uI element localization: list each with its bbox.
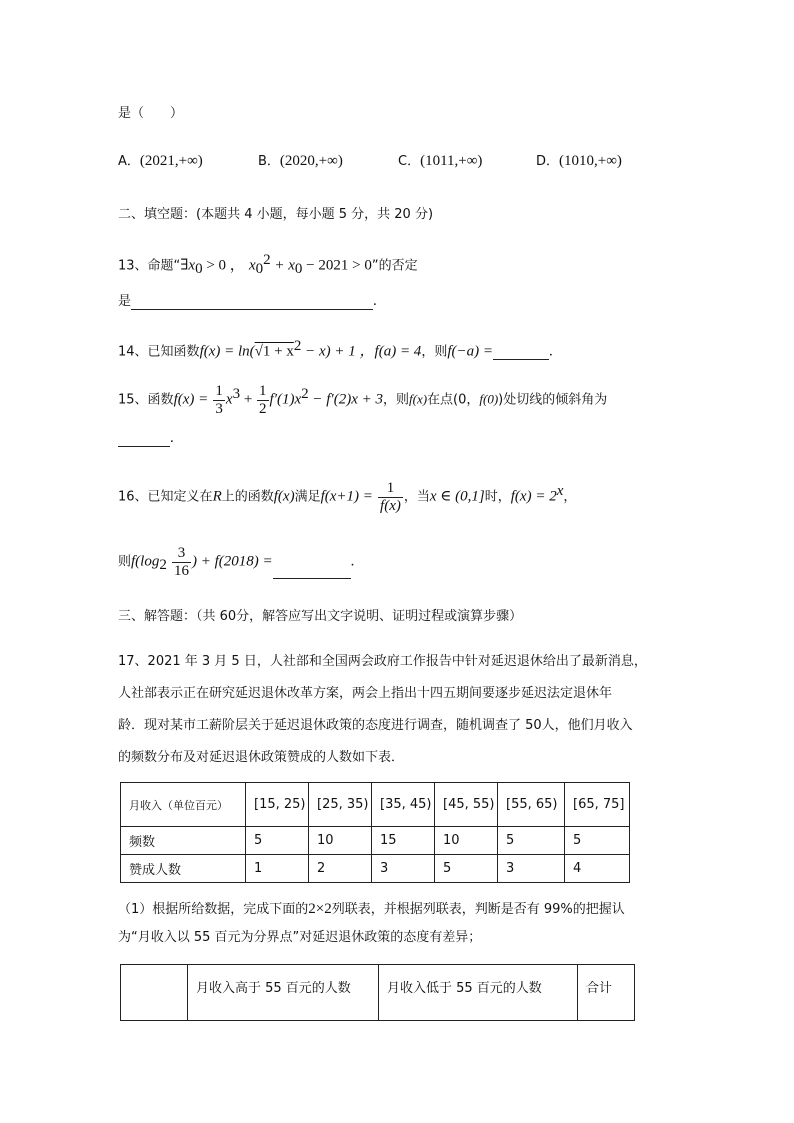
table-header-cell: 月收入低于 55 百元的人数	[379, 965, 578, 1021]
table-header-range: [55, 65)	[498, 783, 565, 827]
section-2-title: 二、填空题：(本题共 4 小题，每小题 5 分，共 20 分)	[118, 207, 434, 222]
table-cell: 3	[498, 855, 565, 883]
section-3-title: 三、解答题：（共 60分，解答应写出文字说明、证明过程或演算步骤）	[118, 609, 523, 624]
table-cell: 1	[246, 855, 309, 883]
question-14: 14、已知函数$f(x) = \ln(√1 + x^2 - x) + 1$ ，f(a) = 4，则f(−a) = .	[118, 338, 553, 360]
q17-line-2: 人社部表示正在研究延迟退休改革方案，两会上指出十四五期间要逐步延迟法定退休年	[118, 686, 613, 701]
table-cell: 15	[372, 827, 435, 855]
table-cell: 4	[565, 855, 630, 883]
table-cell: 5	[435, 855, 498, 883]
answer-blank-13[interactable]	[131, 295, 373, 310]
q12-tail: 是（ ）	[118, 106, 184, 121]
table-header-cell: 月收入高于 55 百元的人数	[188, 965, 379, 1021]
fraction-one-half: $\frac{1}{2}$	[259, 383, 267, 417]
answer-blank-16[interactable]	[273, 564, 351, 579]
q17-line-3: 龄．现对某市工薪阶层关于延迟退休政策的态度进行调查，随机调查了 50人，他们月收入	[118, 718, 633, 733]
table-row	[121, 827, 630, 855]
table-cell: 5	[565, 827, 630, 855]
frequency-table	[120, 782, 630, 883]
table-cell: 3	[372, 855, 435, 883]
question-15-answer-line: .	[118, 430, 174, 447]
table-header-range: [45, 55)	[435, 783, 498, 827]
question-16-line2: 则$f(\log_2$ $\frac{3}{16}$ ) + f(2018) = .	[118, 545, 355, 579]
table-header-range: [35, 45)	[372, 783, 435, 827]
table-cell: 10	[435, 827, 498, 855]
table-cell: 5	[498, 827, 565, 855]
option-a: A．(2021,+∞)	[118, 153, 203, 169]
q17-line-4: 的频数分布及对延迟退休政策赞成的人数如下表．	[118, 750, 405, 765]
question-15: 15、函数f(x) = $\frac{1}{3}$ $x^3$ + $\frac{1}{2}$ $f'(1)x^2 - f'(2)x + 3$，则f(x)在点(0，f(0))处切线的倾斜角为	[118, 383, 608, 417]
table-header-label: 月收入（单位百元）	[121, 783, 246, 827]
table-cell: 2	[309, 855, 372, 883]
table-cell[interactable]	[121, 965, 188, 1021]
table-row	[121, 965, 635, 1021]
table-cell: 10	[309, 827, 372, 855]
fraction-one-third: $\frac{1}{3}$	[215, 383, 223, 417]
table-cell: 5	[246, 827, 309, 855]
question-13-answer-line: 是 .	[118, 293, 377, 309]
table-row	[121, 855, 630, 883]
table-header-range: [65, 75]	[565, 783, 630, 827]
fraction-3-over-16: $\frac{3}{16}$	[174, 545, 189, 579]
table-header-range: [25, 35)	[309, 783, 372, 827]
q17-line-1: 17、2021 年 3 月 5 日，人社部和全国两会政府工作报告中针对延迟退休给出了最新消息，	[118, 654, 647, 669]
table-header-range: [15, 25)	[246, 783, 309, 827]
table-row-label: 频数	[121, 827, 246, 855]
table-row-label: 赞成人数	[121, 855, 246, 883]
question-13: 13、命题“$\exists x_0 > 0$ ， $x_0^2 + x_0 - 2021 > 0$”的否定	[118, 252, 418, 277]
option-a-value: (2021,+∞)	[139, 153, 203, 169]
option-d-value: (1010,+∞)	[559, 153, 622, 169]
q17-part1-line-1: （1）根据所给数据，完成下面的2×2列联表，并根据列联表，判断是否有 99%的把握认	[118, 901, 625, 917]
contingency-table	[120, 964, 635, 1021]
answer-blank-14[interactable]	[493, 345, 549, 360]
option-b-value: (2020,+∞)	[279, 153, 343, 169]
option-b: B．(2020,+∞)	[258, 153, 343, 169]
table-header-cell: 合计	[578, 965, 635, 1021]
table-row	[121, 783, 630, 827]
option-c: C．(1011,+∞)	[398, 153, 483, 169]
option-c-value: (1011,+∞)	[420, 153, 483, 169]
q17-part1-line-2: 为“月收入以 55 百元为分界点”对延迟退休政策的态度有差异；	[118, 930, 482, 945]
question-16: 16、已知定义在R上的函数f(x)满足f(x+1) = $\frac{1}{f(x)}$ ，当x ∈ (0,1]时，$f(x) = 2^x$，	[118, 480, 577, 514]
option-d: D．(1010,+∞)	[536, 153, 622, 169]
answer-blank-15[interactable]	[118, 432, 170, 447]
fraction-one-over-fx: $\frac{1}{f(x)}$	[380, 480, 401, 514]
